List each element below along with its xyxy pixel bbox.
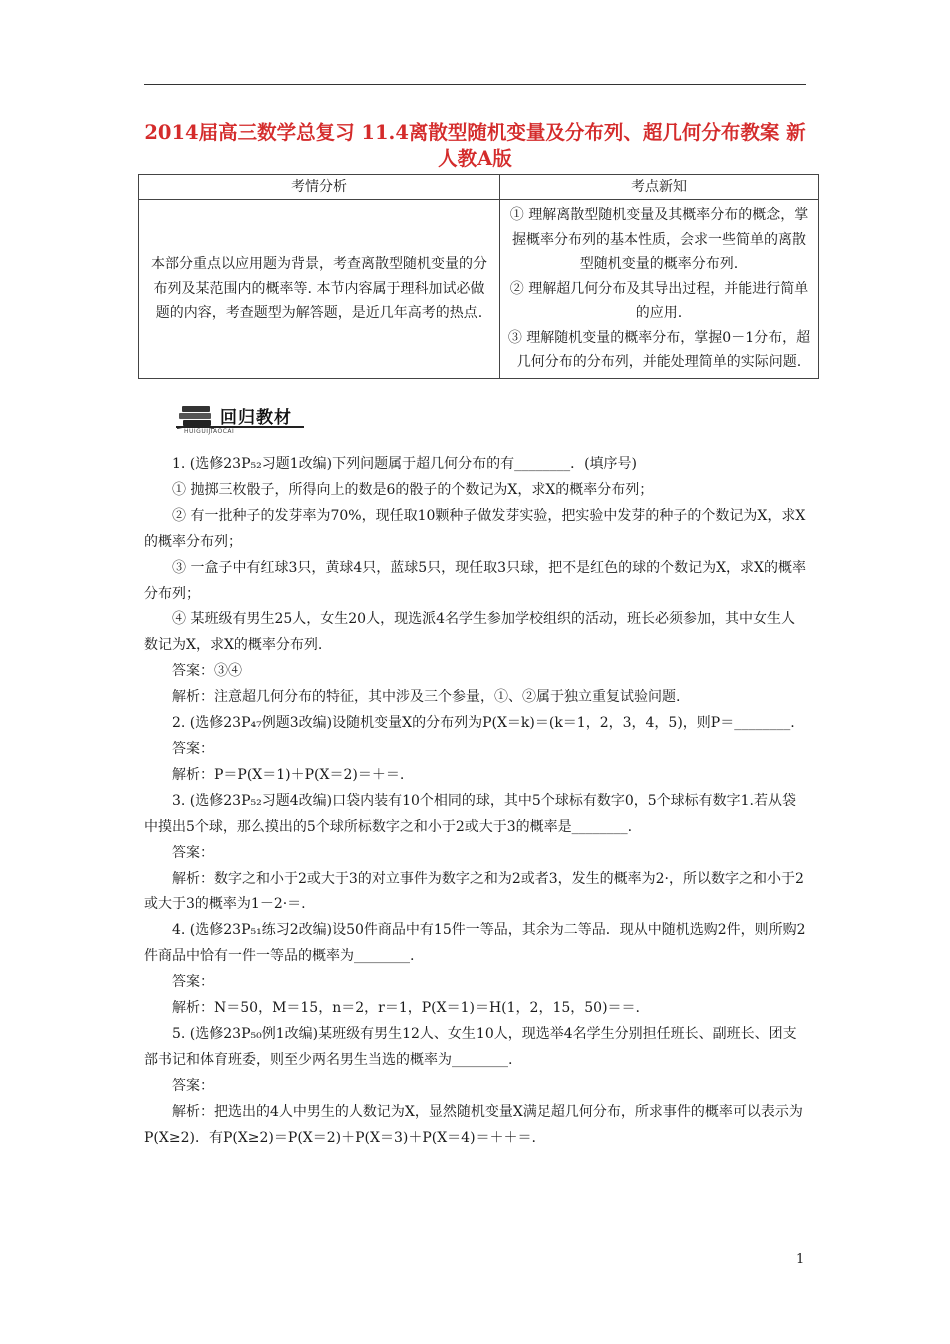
table-header-analysis: 考情分析 xyxy=(139,175,500,200)
text-line: 解析：把选出的4人中男生的人数记为X，显然随机变量X满足超几何分布，所求事件的概率可以表示为P(X≥2)．有P(X≥2)＝P(X＝2)＋P(X＝3)＋P(X＝4)＝＋＋＝. xyxy=(144,1103,803,1146)
header-rule xyxy=(144,84,806,85)
summary-table xyxy=(138,174,819,379)
text-line: 答案： xyxy=(172,974,214,991)
point-item: ② 理解超几何分布及其导出过程，并能进行简单的应用. xyxy=(509,280,809,321)
section-label: 回归教材 xyxy=(220,408,292,428)
section-sublabel: HUIGUIJIAOCAI xyxy=(184,428,235,435)
point-item: ③ 理解随机变量的概率分布，掌握0－1分布，超几何分布的分布列，并能处理简单的实际问题. xyxy=(507,329,811,370)
exercise-content xyxy=(144,452,806,1151)
text-line: ③ 一盒子中有红球3只，黄球4只，蓝球5只，现任取3只球，把不是红色的球的个数记为X，求X的概率分布列； xyxy=(144,559,807,602)
text-line: 3. (选修23P₅₂习题4改编)口袋内装有10个相同的球，其中5个球标有数字0，5个球标有数字1.若从袋中摸出5个球，那么摸出的5个球所标数字之和小于2或大于3的概率是________. xyxy=(144,792,796,835)
text-line: 答案： xyxy=(172,740,214,757)
analysis-cell: 本部分重点以应用题为背景，考查离散型随机变量的分布列及某范围内的概率等. 本节内容属于理科加试必做题的内容，考查题型为解答题，是近几年高考的热点. xyxy=(139,200,500,379)
text-line: 答案：③④ xyxy=(172,663,242,680)
text-line: 解析：注意超几何分布的特征，其中涉及三个参量，①、②属于独立重复试验问题. xyxy=(172,689,681,706)
section-heading xyxy=(176,400,306,438)
text-line: 5. (选修23P₅₀例1改编)某班级有男生12人、女生10人，现选举4名学生分别担任班长、副班长、团支部书记和体育班委，则至少两名男生当选的概率为________. xyxy=(144,1025,797,1068)
table-header-points: 考点新知 xyxy=(500,175,819,200)
page-number: 1 xyxy=(796,1252,805,1267)
text-line: ④ 某班级有男生25人，女生20人，现选派4名学生参加学校组织的活动，班长必须参加，其中女生人数记为X，求X的概率分布列. xyxy=(144,611,795,654)
text-line: 2. (选修23P₄₇例题3改编)设随机变量X的分布列为P(X＝k)＝(k＝1，2，3，4，5)，则P＝________. xyxy=(172,715,795,732)
text-line: ② 有一批种子的发芽率为70%，现任取10颗种子做发芽实验，把实验中发芽的种子的个数记为X，求X的概率分布列； xyxy=(144,507,806,550)
point-item: ① 理解离散型随机变量及其概率分布的概念，掌握概率分布列的基本性质，会求一些简单的离散型随机变量的概率分布列. xyxy=(509,207,809,272)
text-line: 答案： xyxy=(172,844,214,861)
points-cell xyxy=(500,200,819,379)
document-title: 2014届高三数学总复习 11.4离散型随机变量及分布列、超几何分布教案 新人教A版 xyxy=(144,121,806,170)
text-line: 4. (选修23P₅₁练习2改编)设50件商品中有15件一等品，其余为二等品．现从中随机选购2件，则所购2件商品中恰有一件一等品的概率为________. xyxy=(144,922,806,965)
text-line: 答案： xyxy=(172,1077,214,1094)
text-line: 1. (选修23P₅₂习题1改编)下列问题属于超几何分布的有________．(填序号) xyxy=(172,456,638,472)
text-line: 解析：P＝P(X＝1)＋P(X＝2)＝＋＝. xyxy=(172,766,405,783)
text-line: ① 抛掷三枚骰子，所得向上的数是6的骰子的个数记为X，求X的概率分布列； xyxy=(172,481,654,498)
text-line: 解析：N＝50，M＝15，n＝2，r＝1，P(X＝1)＝H(1，2，15，50)＝＝. xyxy=(172,1000,640,1017)
text-line: 解析：数字之和小于2或大于3的对立事件为数字之和为2或者3，发生的概率为2·，所以数字之和小于2或大于3的概率为1－2·＝. xyxy=(144,870,804,913)
